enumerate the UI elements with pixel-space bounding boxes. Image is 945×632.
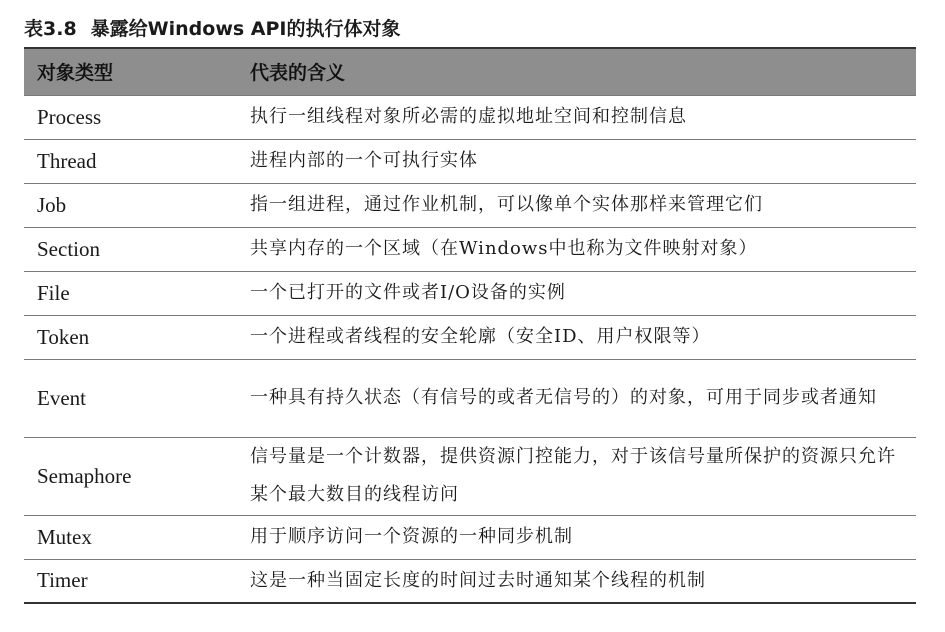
object-type-cell: Section	[37, 236, 100, 261]
header-meaning: 代表的含义	[250, 62, 346, 85]
object-type-cell: File	[37, 280, 70, 305]
table-title: 暴露给Windows API的执行体对象	[90, 18, 401, 40]
object-type-cell: Mutex	[37, 524, 92, 549]
table-row	[24, 227, 916, 271]
meaning-cell: 共享内存的一个区域（在Windows中也称为文件映射对象）	[250, 238, 758, 259]
table-row	[24, 315, 916, 359]
table-row	[24, 515, 916, 559]
object-type-cell: Process	[37, 104, 102, 129]
table-row	[24, 139, 916, 183]
table-row	[24, 271, 916, 315]
meaning-cell: 一个已打开的文件或者I/O设备的实例	[250, 282, 566, 303]
executive-objects-table	[24, 47, 916, 604]
meaning-cell: 进程内部的一个可执行实体	[250, 150, 478, 171]
meaning-cell: 用于顺序访问一个资源的一种同步机制	[250, 526, 573, 547]
table-row	[24, 359, 916, 437]
object-type-cell: Timer	[37, 568, 88, 593]
meaning-cell: 信号量是一个计数器，提供资源门控能力，对于该信号量所保护的资源只允许某个最大数目的线程访问	[250, 446, 896, 505]
object-type-cell: Thread	[37, 148, 97, 173]
table-row	[24, 437, 916, 515]
table-row	[24, 95, 916, 139]
object-type-cell: Semaphore	[37, 463, 132, 488]
object-type-cell: Event	[37, 385, 86, 410]
meaning-cell: 这是一种当固定长度的时间过去时通知某个线程的机制	[250, 569, 706, 591]
meaning-cell: 执行一组线程对象所必需的虚拟地址空间和控制信息	[250, 106, 687, 127]
table-row	[24, 183, 916, 227]
header-object-type: 对象类型	[37, 62, 114, 85]
table-row	[24, 559, 916, 603]
table-number: 表3.8	[24, 18, 77, 40]
meaning-cell: 指一组进程，通过作业机制，可以像单个实体那样来管理它们	[250, 194, 763, 215]
object-type-cell: Job	[37, 192, 67, 217]
meaning-cell: 一个进程或者线程的安全轮廓（安全ID、用户权限等）	[250, 326, 711, 347]
object-type-cell: Token	[37, 324, 90, 349]
table-caption	[24, 14, 401, 44]
table-header-row	[24, 48, 916, 95]
meaning-cell: 一种具有持久状态（有信号的或者无信号的）的对象，可用于同步或者通知	[250, 387, 877, 408]
